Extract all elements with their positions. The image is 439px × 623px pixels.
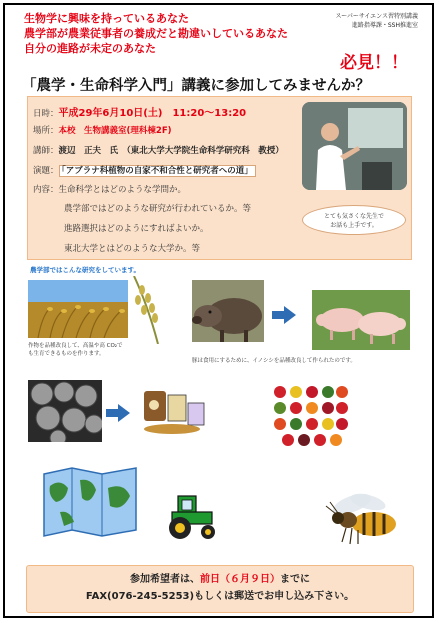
organizer-line: スーパーサイエンス習特別講義 [335,13,418,20]
place-row [33,124,172,136]
notice-line-1 [27,571,413,588]
tractor-illustration [162,492,220,540]
place-value: 本校 生物講義室(理科棟2F) [58,126,172,136]
intro-line: 生物学に興味を持っているあなた [24,12,189,25]
bee-image [318,490,404,548]
content-label: 内容： [33,185,59,195]
organizer-line: 進路指導課・SSH推進室 [351,22,418,29]
notice-text: 参加希望者は、 [130,574,200,585]
topic-label: 演題： [33,166,59,176]
application-notice [26,565,414,613]
lecturer-value: 渡辺 正夫 氏 （東北大学大学院生命科学研究科 教授） [58,146,284,156]
content-line: 進路選択はどのようにすればよいか。 [64,224,209,234]
content-line: 東北大学とはどのような大学か。等 [64,244,201,254]
intro-text [24,11,324,56]
research-note: 農学部ではこんな研究をしています。 [30,266,140,274]
rice-caption: 作物を品種改良して、高温や高 CO₂で も生育できるものを作ります。 [28,343,123,357]
vegetables-image [270,382,350,448]
bubble-line: お話も上手です。 [330,222,378,229]
rice-field-image [28,280,128,338]
deadline-text: 前日（６月９日） [200,574,280,585]
lecturer-label: 講師： [33,146,59,156]
fermented-food-illustration [142,385,208,435]
date-value: 平成29年6月10日(土) 11:20～13:20 [58,108,247,119]
intro-line: 農学部が農業従事者の養成だと勘違いしているあなた [24,27,288,40]
date-row [33,104,246,119]
page-title: 「農学・生命科学入門」講義に参加してみませんか？ [22,78,370,94]
intro-line: 自分の進路が未定のあなた [24,42,156,55]
lecturer-row [33,144,284,156]
bubble-line: とても気さくな先生で [323,213,384,220]
topic-row [33,164,256,176]
date-label: 日時： [33,109,59,119]
lecturer-photo [302,102,407,190]
content-line: 生命科学とはどのような学問か。 [58,185,187,195]
content-line: 農学部ではどのような研究が行われているか。等 [64,204,252,214]
pig-caption: 豚は食用にするために、イノシシを品種改良して作られたのです。 [192,358,356,364]
place-label: 場所： [33,126,59,136]
must-see-label: 必見！！ [340,53,408,73]
notice-line-2: FAX(076-245-5253)もしくは郵送でお申し込み下さい。 [85,591,355,602]
pigs-image [312,290,410,350]
rice-grain-image [128,276,174,344]
speech-bubble [302,205,406,235]
organizer [326,12,418,30]
content-label-row [33,183,186,195]
topic-value: 「アブラナ科植物の自家不和合性と研究者への道」 [59,165,256,177]
microbe-image [28,380,102,442]
boar-image [192,280,264,342]
arrow-icon [106,404,130,426]
notice-text: までに [280,574,310,585]
world-map-illustration [40,466,140,538]
arrow-icon [272,306,296,328]
